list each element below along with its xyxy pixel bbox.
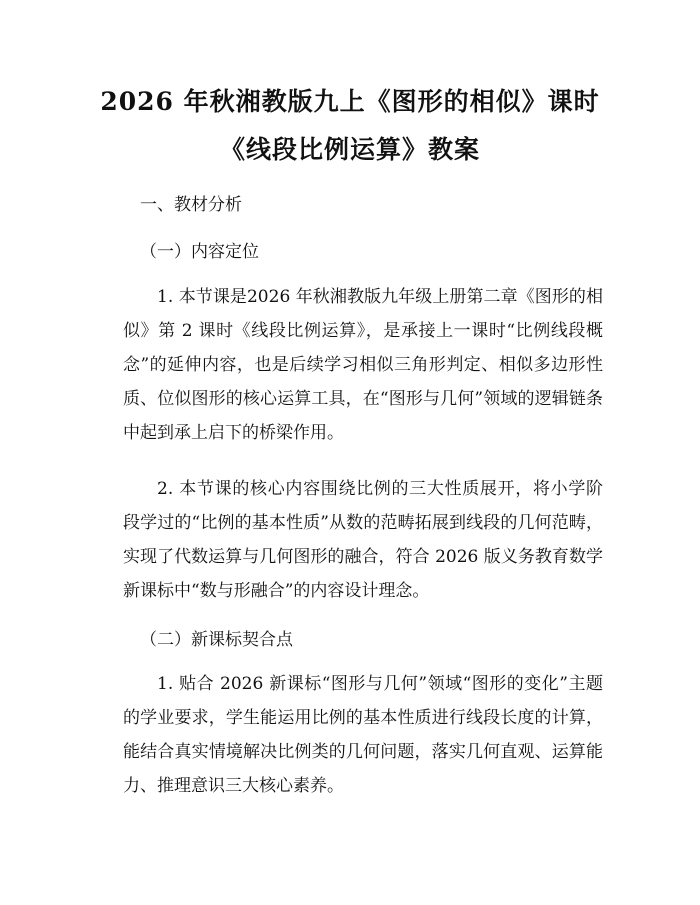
paragraph-2: 2. 本节课的核心内容围绕比例的三大性质展开，将小学阶段学过的“比例的基本性质”从数的范畴拓展到线段的几何范畴，实现了代数运算与几何图形的融合，符合 2026 版义务教育数学新课标中“数与形融合”的内容设计理念。 [123,479,603,601]
paragraph-3: 1. 贴合 2026 新课标“图形与几何”领域“图形的变化”主题的学业要求，学生能运用比例的基本性质进行线段长度的计算，能结合真实情境解决比例类的几何问题，落实几何直观、运算能力、推理意识三大核心素养。 [123,674,603,796]
document-title-line2: 《线段比例运算》教案 [219,135,480,164]
section-heading-textbook-analysis: 一、教材分析 [140,195,242,215]
subsection-heading-content-positioning: （一）内容定位 [140,242,259,262]
paragraph-1: 1. 本节课是2026 年秋湘教版九年级上册第二章《图形的相似》第 2 课时《线段比例运算》，是承接上一课时“比例线段概念”的延伸内容，也是后续学习相似三角形判定、相似多边形性质、位似图形的核心运算工具，在“图形与几何”领域的逻辑链条中起到承上启下的桥梁作用。 [123,287,603,443]
subsection-heading-curriculum-fit: （二）新课标契合点 [140,630,293,650]
document-title-line1: 2026 年秋湘教版九上《图形的相似》课时 [100,87,600,116]
